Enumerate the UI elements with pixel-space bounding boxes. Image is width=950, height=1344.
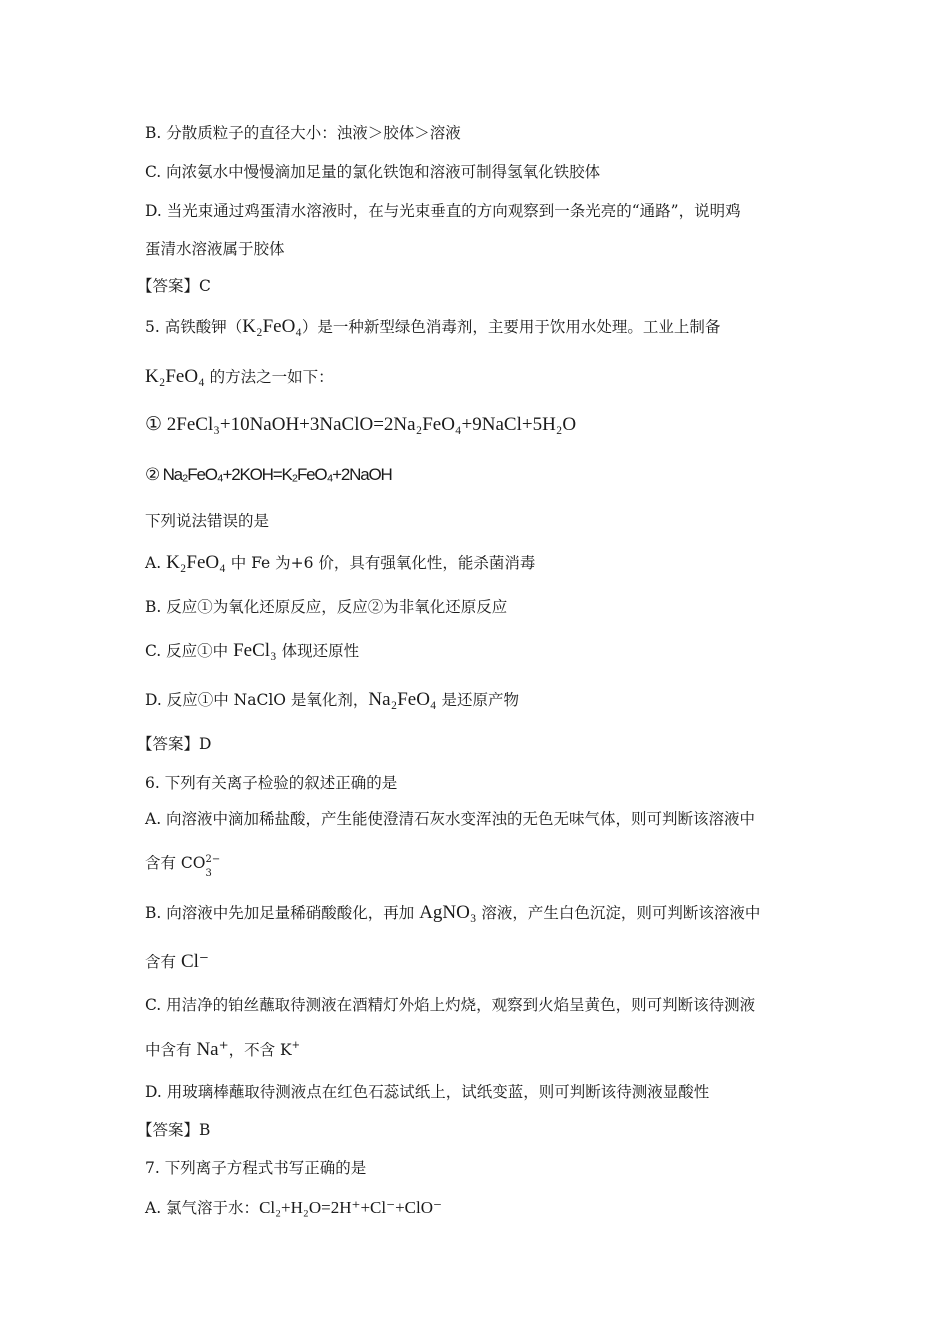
k-plus-sign: + bbox=[291, 1040, 301, 1051]
formula-fecl3: FeCl₃ bbox=[233, 640, 277, 661]
q7-stem: 7. 下列离子方程式书写正确的是 bbox=[145, 1159, 367, 1177]
q4-answer: 【答案】C bbox=[137, 277, 211, 295]
formula-q7a-equation: Cl₂+H₂O=2H⁺+Cl⁻+ClO⁻ bbox=[259, 1198, 442, 1217]
q5-option-b: B. 反应①为氧化还原反应，反应②为非氧化还原反应 bbox=[145, 598, 508, 616]
option-d-post: 是还原产物 bbox=[436, 691, 519, 709]
q5-question: 下列说法错误的是 bbox=[145, 512, 270, 530]
q5-stem-post: ）是一种新型绿色消毒剂，主要用于饮用水处理。工业上制备 bbox=[301, 318, 721, 336]
q6-option-a-line1: A. 向溶液中滴加稀盐酸，产生能使澄清石灰水变浑浊的无色无味气体，则可判断该溶液中 bbox=[145, 810, 756, 828]
option-a-text: 中 Fe 为+6 价，具有强氧化性，能杀菌消毒 bbox=[225, 554, 536, 572]
formula-k2feo4: K₂FeO₄ bbox=[242, 316, 302, 337]
q6-option-c-line1: C. 用洁净的铂丝蘸取待测液在酒精灯外焰上灼烧，观察到火焰呈黄色，则可判断该待测液 bbox=[145, 996, 756, 1014]
co3-subscript: 3 bbox=[205, 868, 212, 879]
formula-cl-minus: Cl⁻ bbox=[180, 951, 209, 972]
q5-stem-pre: 5. 高铁酸钾（ bbox=[145, 318, 243, 336]
option-c-pre: C. 反应①中 bbox=[145, 642, 234, 660]
option-a-label: A. bbox=[145, 554, 167, 572]
q6-stem: 6. 下列有关离子检验的叙述正确的是 bbox=[145, 774, 398, 792]
formula-na-plus: Na⁺ bbox=[196, 1039, 229, 1060]
equation-2: ② Na₂FeO₄+2KOH=K₂FeO₄+2NaOH bbox=[145, 465, 392, 484]
q5-stem-line2 bbox=[145, 366, 334, 388]
q6-option-b-line1 bbox=[145, 902, 760, 924]
q6-option-b-line2 bbox=[145, 951, 209, 973]
q5-option-a bbox=[145, 552, 535, 574]
q4-option-d-line2: 蛋清水溶液属于胶体 bbox=[145, 240, 285, 258]
co3-charge-stack bbox=[205, 854, 221, 879]
formula-k2feo4: K₂FeO₄ bbox=[166, 552, 226, 573]
q7a-text: A. 氯气溶于水： bbox=[145, 1199, 260, 1217]
formula-agno3: AgNO₃ bbox=[419, 902, 477, 923]
option-c2-pre: 中含有 bbox=[145, 1041, 197, 1059]
q7-option-a bbox=[145, 1197, 442, 1219]
option-a2-text: 含有 CO bbox=[145, 854, 206, 872]
q5-stem-line1 bbox=[145, 316, 720, 338]
option-c2-mid: ，不含 K bbox=[228, 1041, 292, 1059]
q5-option-d bbox=[145, 689, 519, 711]
option-b-pre: B. 向溶液中先加足量稀硝酸酸化，再加 bbox=[145, 904, 420, 922]
equation-1: ① 2FeCl₃+10NaOH+3NaClO=2Na₂FeO₄+9NaCl+5H₂O bbox=[145, 414, 577, 435]
option-b-post: 溶液，产生白色沉淀，则可判断该溶液中 bbox=[476, 904, 761, 922]
q5-stem-line2-text: 的方法之一如下： bbox=[204, 368, 334, 386]
formula-k2feo4: K₂FeO₄ bbox=[145, 366, 205, 387]
option-c-post: 体现还原性 bbox=[276, 642, 360, 660]
q6-option-a-line2 bbox=[145, 852, 221, 879]
q6-option-d: D. 用玻璃棒蘸取待测液点在红色石蕊试纸上，试纸变蓝，则可判断该待测液显酸性 bbox=[145, 1083, 710, 1101]
q5-option-c bbox=[145, 640, 359, 662]
q5-answer: 【答案】D bbox=[137, 735, 212, 753]
option-b2-text: 含有 bbox=[145, 953, 181, 971]
q6-answer: 【答案】B bbox=[137, 1121, 211, 1139]
co3-charge: 2− bbox=[205, 854, 221, 865]
option-d-pre: D. 反应①中 NaClO 是氧化剂， bbox=[145, 691, 369, 709]
q4-option-b: B. 分散质粒子的直径大小：浊液＞胶体＞溶液 bbox=[145, 124, 461, 142]
formula-na2feo4: Na₂FeO₄ bbox=[368, 689, 437, 710]
q4-option-d-line1: D. 当光束通过鸡蛋清水溶液时，在与光束垂直的方向观察到一条光亮的“通路”，说明鸡 bbox=[145, 202, 741, 220]
q4-option-c: C. 向浓氨水中慢慢滴加足量的氯化铁饱和溶液可制得氢氧化铁胶体 bbox=[145, 163, 601, 181]
q6-option-c-line2 bbox=[145, 1039, 300, 1061]
